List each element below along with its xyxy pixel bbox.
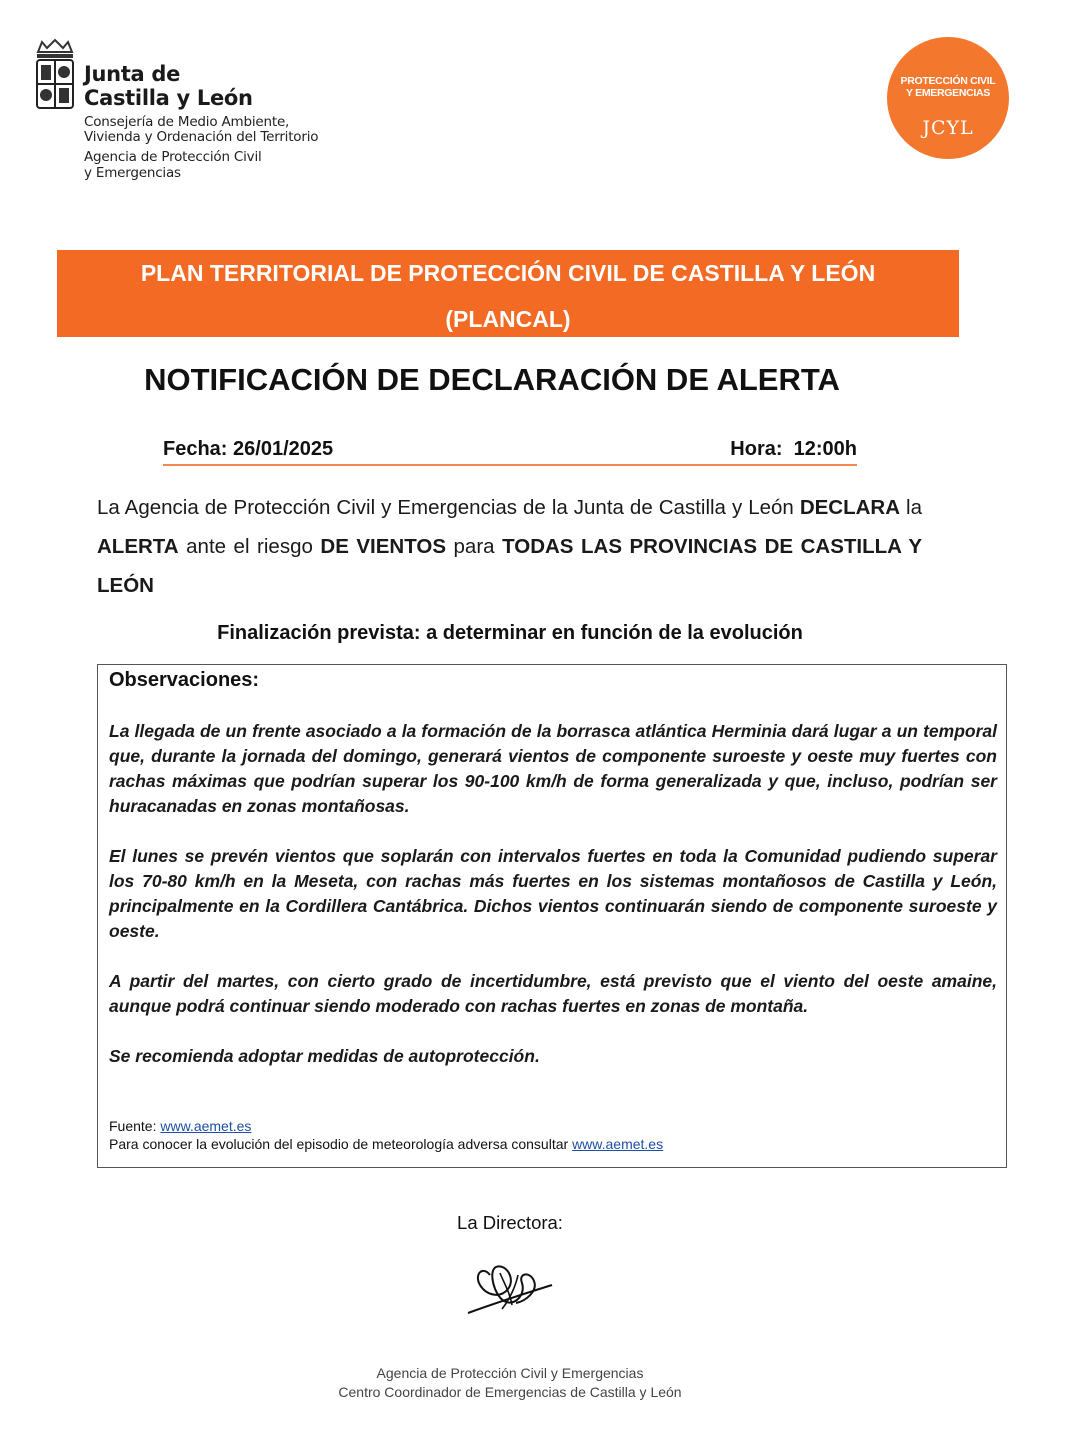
evolution-link[interactable]: www.aemet.es: [572, 1136, 664, 1152]
department-line2: Vivienda y Ordenación del Territorio: [84, 129, 319, 145]
badge-jcyl: JCYL: [922, 117, 974, 139]
plan-banner: [57, 250, 959, 337]
declaration-part: ante el riesgo: [178, 535, 321, 558]
badge-line1: PROTECCIÓN CIVIL: [900, 75, 996, 87]
org-name: [84, 62, 253, 110]
finalization-text: Finalización prevista: a determinar en función de la evolución: [217, 622, 803, 644]
declaration-bold: DECLARA: [799, 496, 901, 519]
source-label: Fuente:: [109, 1118, 161, 1134]
document-title: NOTIFICACIÓN DE DECLARACIÓN DE ALERTA: [144, 362, 840, 397]
org-name-line2: Castilla y León: [84, 86, 253, 110]
badge-line2: Y EMERGENCIAS: [905, 87, 990, 99]
director-label: La Directora:: [457, 1212, 563, 1233]
observations-box: [97, 664, 1007, 1168]
declaration-part: para: [446, 535, 503, 558]
declaration-bold: TODAS LAS PROVINCIAS DE CASTILLA Y LEÓN: [97, 535, 923, 597]
department-line1: Consejería de Medio Ambiente,: [84, 114, 290, 130]
observation-paragraph-1: La llegada de un frente asociado a la formación de la borrasca atlántica Herminia dará lugar a un temporal que, durante la jornada del domingo, generará vientos de componente suroeste y oeste muy fuertes con rachas máximas que podrían superar los 90-100 km/h de forma generalizada y que, incluso, podrían ser huracanadas en zonas montañosas.: [109, 721, 997, 816]
footer: [0, 1364, 1020, 1402]
observation-paragraph-3: A partir del martes, con cierto grado de incertidumbre, está previsto que el viento del oeste amaine, aunque podrá continuar siendo moderado con rachas fuertes en zonas de montaña.: [109, 971, 997, 1016]
source-link[interactable]: www.aemet.es: [160, 1118, 252, 1134]
banner-line2: (PLANCAL): [445, 306, 571, 332]
org-name-line1: Junta de: [84, 62, 181, 86]
declaration-bold: ALERTA: [97, 535, 179, 558]
footer-line2: Centro Coordinador de Emergencias de Castilla y León: [338, 1384, 682, 1400]
agency-line2: y Emergencias: [84, 165, 181, 181]
date-label: Fecha: 26/01/2025: [163, 438, 334, 460]
source-note: [109, 1117, 663, 1153]
observation-paragraph-2: El lunes se prevén vientos que soplarán con intervalos fuertes en toda la Comunidad pudiendo superar los 70-80 km/h en la Meseta, con rachas más fuertes en los sistemas montañosos de Castilla y León, principalmente en la Cordillera Cantábrica. Dichos vientos continuarán siendo de componente suroeste y oeste.: [109, 846, 997, 941]
observation-paragraph-4: Se recomienda adoptar medidas de autoprotección.: [109, 1046, 540, 1066]
proteccion-civil-badge: [887, 37, 1009, 159]
agency-line1: Agencia de Protección Civil: [84, 149, 262, 165]
declaration-part: la: [900, 496, 922, 519]
coat-of-arms-icon: [34, 38, 76, 112]
signature-icon: [460, 1255, 560, 1321]
time-label: Hora: 12:00h: [730, 438, 857, 460]
jcyl-logo: [34, 38, 354, 188]
date-time-row: [163, 438, 857, 466]
declaration-part: La Agencia de Protección Civil y Emergencias de la Junta de Castilla y León: [97, 496, 800, 519]
declaration-bold: DE VIENTOS: [320, 535, 447, 558]
footer-line1: Agencia de Protección Civil y Emergencias: [376, 1365, 644, 1381]
declaration-text: [97, 488, 922, 605]
evolution-text: Para conocer la evolución del episodio de meteorología adversa consultar: [109, 1136, 573, 1152]
observations-title: Observaciones:: [109, 669, 260, 691]
banner-line1: PLAN TERRITORIAL DE PROTECCIÓN CIVIL DE CASTILLA Y LEÓN: [140, 260, 876, 286]
